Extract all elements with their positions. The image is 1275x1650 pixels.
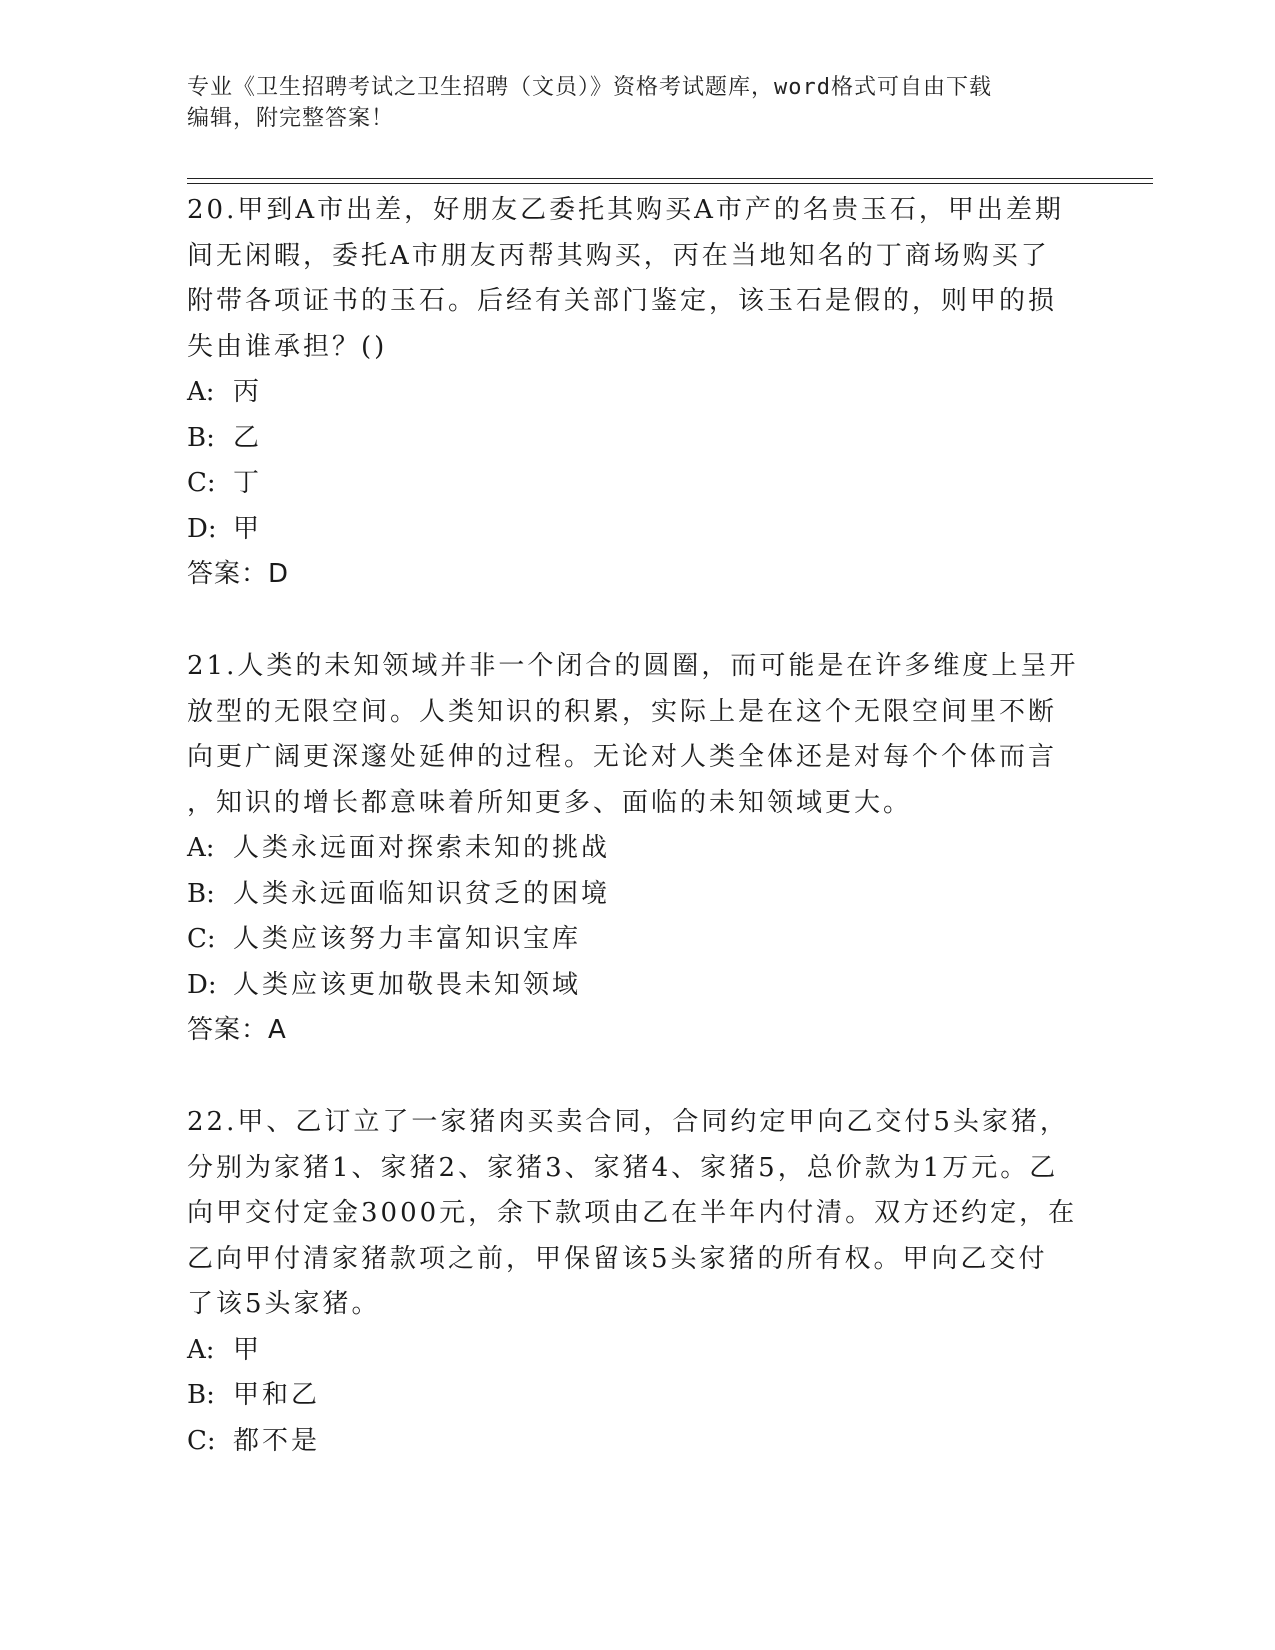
question-line: 失由谁承担？()	[187, 331, 388, 362]
option-a	[187, 826, 1087, 872]
question-20	[187, 188, 1087, 598]
option-key: C:	[187, 1425, 216, 1456]
question-line: 20.甲到A市出差，好朋友乙委托其购买A市产的名贵玉石，甲出差期	[187, 195, 1064, 225]
option-text: 乙	[233, 422, 263, 453]
header-divider-top	[187, 178, 1153, 179]
option-text: 甲和乙	[233, 1380, 321, 1410]
option-text: 甲	[233, 513, 263, 544]
option-key: A:	[187, 377, 215, 407]
option-b	[187, 872, 1087, 918]
question-line: 附带各项证书的玉石。后经有关部门鉴定，该玉石是假的，则甲的损	[187, 286, 1058, 316]
option-text: 甲	[233, 1334, 263, 1365]
option-key: B:	[187, 422, 215, 453]
option-text: 丙	[233, 377, 263, 407]
question-line: 放型的无限空间。人类知识的积累，实际上是在这个无限空间里不断	[187, 696, 1058, 727]
option-b	[187, 416, 1087, 462]
question-line: ，知识的增长都意味着所知更多、面临的未知领域更大。	[187, 787, 913, 818]
option-key: D:	[187, 513, 217, 544]
option-key: B:	[187, 1380, 215, 1410]
question-line: 分别为家猪1、家猪2、家猪3、家猪4、家猪5，总价款为1万元。乙	[187, 1152, 1059, 1183]
option-key: B:	[187, 878, 215, 909]
option-c	[187, 917, 1087, 963]
question-line: 21.人类的未知领域并非一个闭合的圆圈，而可能是在许多维度上呈开	[187, 651, 1079, 681]
answer-label: 答案：A	[187, 1015, 287, 1045]
header-line-2: 编辑，附完整答案！	[187, 106, 395, 131]
question-21	[187, 644, 1087, 1054]
option-b	[187, 1373, 1087, 1419]
header-line-1: 专业《卫生招聘考试之卫生招聘（文员）》资格考试题库，word格式可自由下载	[187, 75, 992, 100]
document-header	[187, 72, 1087, 134]
answer-label: 答案：D	[187, 559, 290, 589]
question-line: 向更广阔更深邃处延伸的过程。无论对人类全体还是对每个个体而言	[187, 742, 1058, 772]
option-text: 人类应该更加敬畏未知领域	[233, 969, 582, 1000]
header-divider-bottom	[187, 183, 1153, 184]
question-line: 间无闲暇，委托A市朋友丙帮其购买，丙在当地知名的丁商场购买了	[187, 240, 1050, 271]
question-line: 乙向甲付清家猪款项之前，甲保留该5头家猪的所有权。甲向乙交付	[187, 1243, 1048, 1274]
question-line: 22.甲、乙订立了一家猪肉买卖合同，合同约定甲向乙交付5头家猪，	[187, 1107, 1069, 1137]
option-text: 都不是	[233, 1425, 321, 1456]
option-a	[187, 370, 1087, 416]
option-d	[187, 963, 1087, 1009]
option-key: C:	[187, 468, 216, 498]
option-a	[187, 1328, 1087, 1374]
question-22	[187, 1100, 1087, 1464]
option-d	[187, 507, 1087, 553]
option-key: A:	[187, 833, 215, 863]
option-text: 人类永远面对探索未知的挑战	[233, 833, 611, 863]
option-key: D:	[187, 969, 217, 1000]
option-text: 人类应该努力丰富知识宝库	[233, 924, 582, 954]
option-text: 丁	[233, 468, 263, 498]
option-key: A:	[187, 1334, 215, 1365]
option-key: C:	[187, 924, 216, 954]
option-c	[187, 461, 1087, 507]
question-line: 了该5头家猪。	[187, 1289, 381, 1319]
option-c	[187, 1419, 1087, 1465]
option-text: 人类永远面临知识贫乏的困境	[233, 878, 611, 909]
question-line: 向甲交付定金3000元，余下款项由乙在半年内付清。双方还约定，在	[187, 1198, 1078, 1228]
